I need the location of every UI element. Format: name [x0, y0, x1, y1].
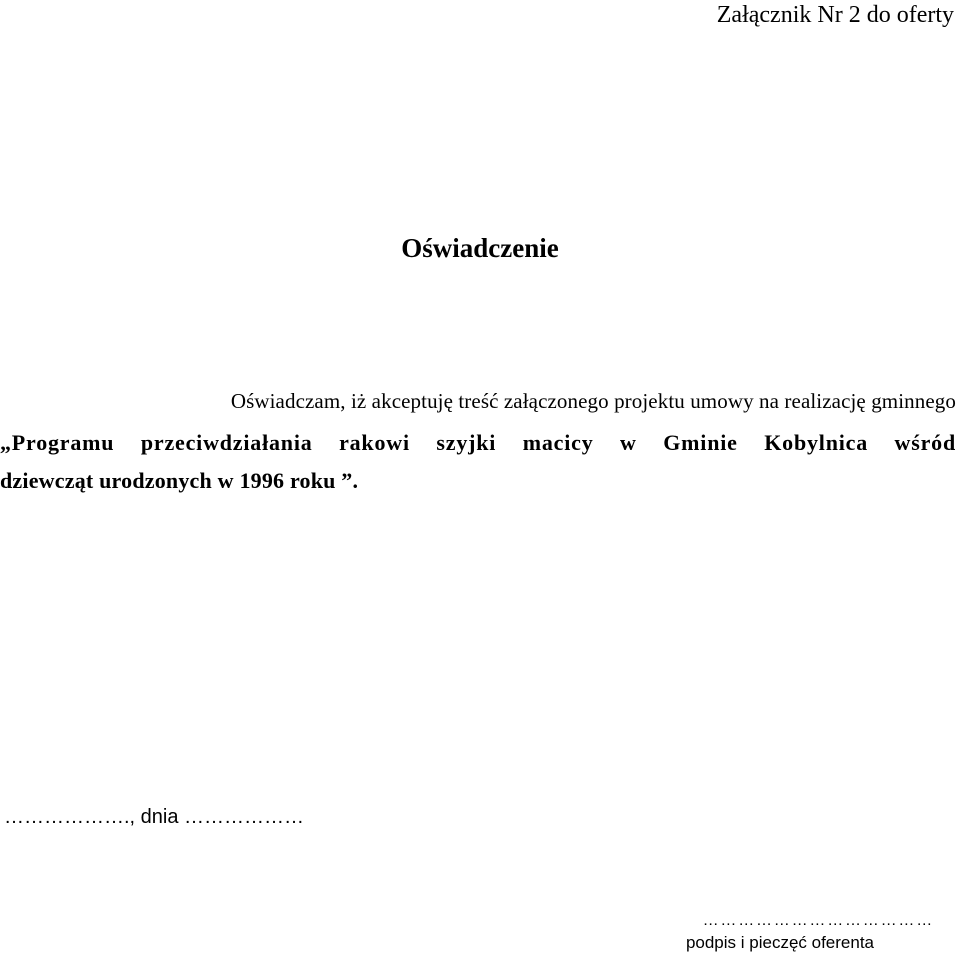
- declaration-text: [0, 383, 956, 495]
- annex-label: Załącznik Nr 2 do oferty: [716, 2, 954, 28]
- declaration-line-3: dziewcząt urodzonych w 1996 roku ”.: [0, 468, 359, 493]
- signature-label: podpis i pieczęć oferenta: [685, 933, 874, 952]
- document-title: Oświadczenie: [401, 233, 559, 263]
- signature-line: …………………………………: [702, 912, 934, 929]
- place-date-field: ………………., dnia ………………: [4, 806, 305, 828]
- declaration-line-1: Oświadczam, iż akceptuję treść załączonego projektu umowy na realizację gminnego: [230, 389, 956, 413]
- declaration-line-2: „Programu przeciwdziałania rakowi szyjki macicy w Gminie Kobylnica wśród: [0, 430, 956, 455]
